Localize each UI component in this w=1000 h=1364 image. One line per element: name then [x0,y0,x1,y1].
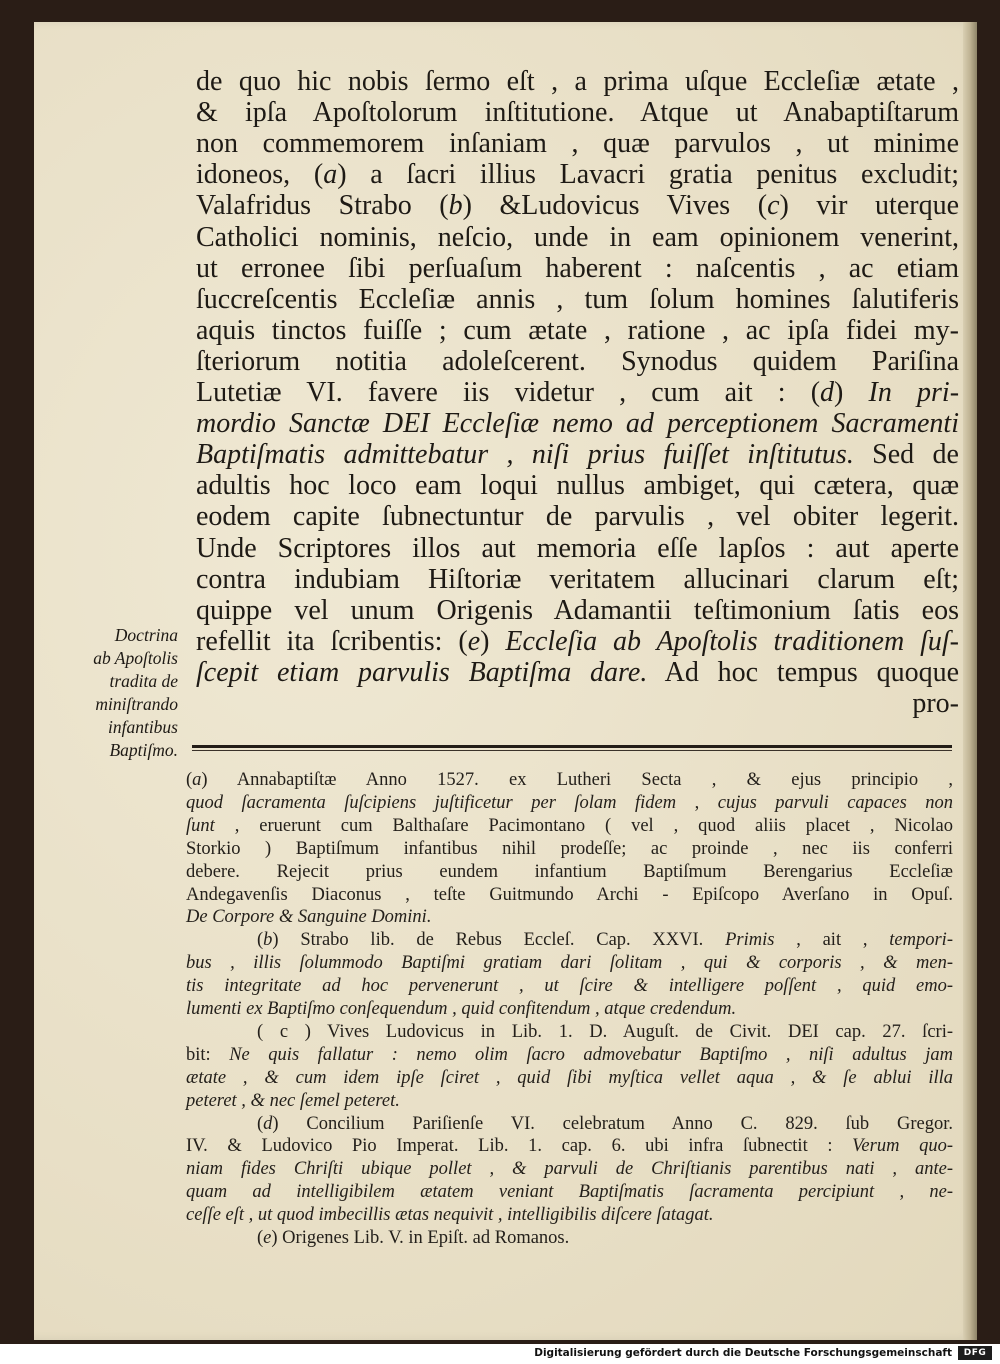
text-segment: ſteriorum notitia adoleſcerent. Synodus quidem Pariſina [196,345,959,377]
text-segment: refellit ita ſcribentis: ( [196,625,468,657]
text-segment: ) a ſacri illius Lavacri gratia penitus excludit; [337,159,959,191]
text-segment: ( [257,930,264,951]
text-segment: ſcepit etiam parvulis Baptiſma dare. [196,656,648,688]
body-line [196,595,959,626]
text-segment: Primis [725,930,775,951]
text-segment: quam ad intelligibilem ætatem veniant Baptiſmatis ſacramenta percipiunt , ne- [186,1182,953,1203]
text-segment: mordio Sanctæ DEI Eccleſiæ nemo ad perceptionem Sacramenti [196,408,959,440]
footnote-rule [192,745,952,748]
text-segment: Catholici nominis, neſcio, unde in eam opinionem venerint, [196,221,959,253]
marginal-note-line: infantibus [107,717,178,737]
text-segment: , [676,792,718,813]
text-segment: adultis hoc loco eam loqui nullus ambiget, qui cætera, quæ [196,470,959,502]
footnote-line [257,1113,953,1135]
page-edge [963,22,977,1340]
text-segment: Unde Scriptores illos aut memoria eſſe lapſos : aut aperte [196,532,959,564]
marginal-note [58,624,178,762]
text-segment: Lutetiæ VI. favere iis videtur , cum ait : ( [196,377,821,408]
footnote-line [186,884,953,906]
text-segment: Ne quis fallatur : nemo olim ſacro admovebatur Baptiſmo , niſi adultus jam [229,1044,953,1065]
footnote-line [186,1044,953,1066]
text-segment: idoneos, ( [196,159,324,191]
marginal-note-line: ab Apoſtolis [93,648,178,668]
footnote-line [186,998,953,1020]
text-segment: ætate , & cum idem ipſe ſciret , quid ſibi myſtica vellet aqua , & ſe ablui illa [186,1067,953,1088]
text-segment: debere. Rejecit prius eundem infantium Baptiſmum Berengarius Eccleſiæ [186,861,953,882]
text-segment: contra indubiam Hiſtoriæ veritatem allucinari clarum eſt; [196,563,959,595]
body-line [196,377,959,408]
body-line [196,688,959,719]
body-line [196,533,959,564]
text-segment: ( [257,1228,264,1248]
text-segment: Sed de [853,439,959,471]
text-segment: ) Annabaptiſtæ Anno 1527. ex Lutheri Secta , & ejus principio , [201,770,953,790]
body-line [196,97,959,128]
footnote-line [186,861,953,883]
text-segment: ) Origenes Lib. V. in Epiſt. ad Romanos. [271,1228,570,1248]
footnote-line [186,1135,953,1157]
text-segment: , ait , [774,930,890,951]
text-segment: a [192,770,202,790]
text-segment: e [263,1228,272,1248]
body-line [196,626,959,657]
text-segment: e [467,625,481,657]
footnote-line [257,1021,953,1043]
text-segment: pro- [912,688,959,719]
text-segment: & ipſa Apoſtolorum inſtitutione. Atque ut Anabaptiſtarum [196,97,959,129]
text-segment: ut erronee ſibi perſuaſum haberent : naſcentis , ac etiam [196,252,959,284]
text-segment: bus , illis ſolummodo Baptiſmi gratiam dari ſolitam , qui & corporis , & men- [186,953,953,974]
text-segment: niam fides Chriſti ubique pollet , & parvuli de Chriſtianis parentibus nati , ante- [186,1159,953,1180]
text-segment: eodem capite ſubnectuntur de parvulis , vel obiter legerit. [196,501,959,533]
text-segment: Valafridus Strabo ( [196,190,449,222]
text-segment: c [767,190,780,222]
footnote-line [186,952,953,974]
text-segment: ) Strabo lib. de Rebus Eccleſ. Cap. XXVI. [272,930,726,951]
text-segment: ) vir uterque [779,190,959,222]
text-segment: ( [186,770,193,790]
text-segment: de quo hic nobis ſermo eſt , a prima uſque Eccleſiæ ætate , [196,66,959,97]
text-segment: lumenti ex Baptiſmo conſequendum , quid confitendum , atque credendum. [186,999,737,1019]
body-line [196,253,959,284]
text-segment: aquis tinctos fuiſſe ; cum ætate , ratione , ac ipſa fidei my- [196,314,959,346]
text-segment: ſuccreſcentis Eccleſiæ annis , tum ſolum homines ſalutiferis [196,283,959,315]
footnote-line [186,815,953,837]
body-line [196,657,959,688]
text-segment: non commemorem inſaniam , quæ parvulos , ut minime [196,128,959,160]
body-line [196,346,959,377]
text-segment: ſunt [186,815,215,836]
text-segment: ) Concilium Pariſienſe VI. celebratum Anno C. 829. ſub Gregor. [272,1113,953,1134]
text-segment: In pri- [868,377,960,408]
text-segment: Verum quo- [852,1136,953,1157]
footnote-line [186,792,953,814]
marginal-note-line: miniſtrando [95,694,178,714]
text-segment: Ad hoc tempus quoque [647,656,959,688]
body-line [196,159,959,190]
text-segment: Baptiſmatis admittebatur , niſi prius fuiſſet inſtitutus. [196,439,854,471]
text-segment: , eruerunt cum Balthaſare Pacimontano ( vel , quod aliis placet , Nicolao [214,815,953,836]
text-segment: ( c ) Vives Ludovicus in Lib. 1. D. Auguſt. de Civit. DEI cap. 27. ſcri- [257,1021,953,1042]
text-segment: quod ſacramenta ſuſcipiens juſtificetur per ſolam fidem [186,792,677,813]
text-segment: d [820,377,835,408]
footnote-line [186,1181,953,1203]
text-segment: De Corpore & Sanguine Domini. [186,907,432,928]
text-segment: cujus parvuli capaces non [717,792,954,813]
text-segment: a [323,159,338,191]
text-segment: Eccleſia ab Apoſtolis traditionem ſuſ- [505,625,960,657]
body-line [196,66,959,97]
footnote-line [186,975,953,997]
footnote-line [186,1067,953,1089]
footer-credit: Digitalisierung gefördert durch die Deutsche Forschungsgemeinschaft [534,1347,952,1359]
text-segment: ceſſe eſt , ut quod imbecillis ætas nequivit , intelligibilis diſcere ſatagat. [186,1205,714,1226]
text-segment: IV. & Ludovico Pio Imperat. Lib. 1. cap. 6. ubi infra ſubnectit : [186,1136,853,1157]
footnote-line [186,838,953,860]
text-segment: ) [834,377,869,408]
footnote-line [186,1158,953,1180]
footnote-line [186,906,953,928]
text-segment: b [263,930,273,951]
text-segment: ) &Ludovicus Vives ( [462,190,768,222]
text-segment: tis integritate ad hoc pervenerunt , ut ſcire & intelligere poſſent , quid emo- [186,976,953,997]
marginal-note-line: Doctrina [114,625,178,645]
body-line [196,470,959,501]
body-line [196,284,959,315]
footnote-line [186,769,953,791]
text-segment: ) [480,625,506,657]
body-line [196,190,959,221]
body-line [196,501,959,532]
text-segment: tempori- [889,930,953,951]
dfg-logo: DFG [958,1346,992,1360]
body-line [196,128,959,159]
body-line [196,315,959,346]
text-segment: Andegavenſis Diaconus , teſte Guitmundo Archi - Epiſcopo Averſano in Opuſ. [186,884,953,905]
footnote-line [186,1204,953,1226]
body-line [196,408,959,439]
text-segment: Storkio ) Baptiſmum infantibus nihil prodeſſe; ac proinde , nec iis conferri [186,838,953,859]
body-line [196,564,959,595]
footnote-rule-thin [192,750,952,751]
footnote-line [257,929,953,951]
marginal-note-line: Baptiſmo. [109,740,178,760]
text-segment: bit: [186,1044,230,1065]
text-segment: quippe vel unum Origenis Adamantii teſtimonium ſatis eos [196,594,959,626]
text-segment: ( [257,1113,264,1134]
body-line [196,222,959,253]
footnote-line [186,1090,953,1112]
footnote-line [257,1227,953,1249]
text-segment: b [448,190,463,222]
text-segment: d [263,1113,273,1134]
body-line [196,439,959,470]
marginal-note-line: tradita de [109,671,178,691]
text-segment: peteret , & nec ſemel peteret. [186,1090,400,1111]
